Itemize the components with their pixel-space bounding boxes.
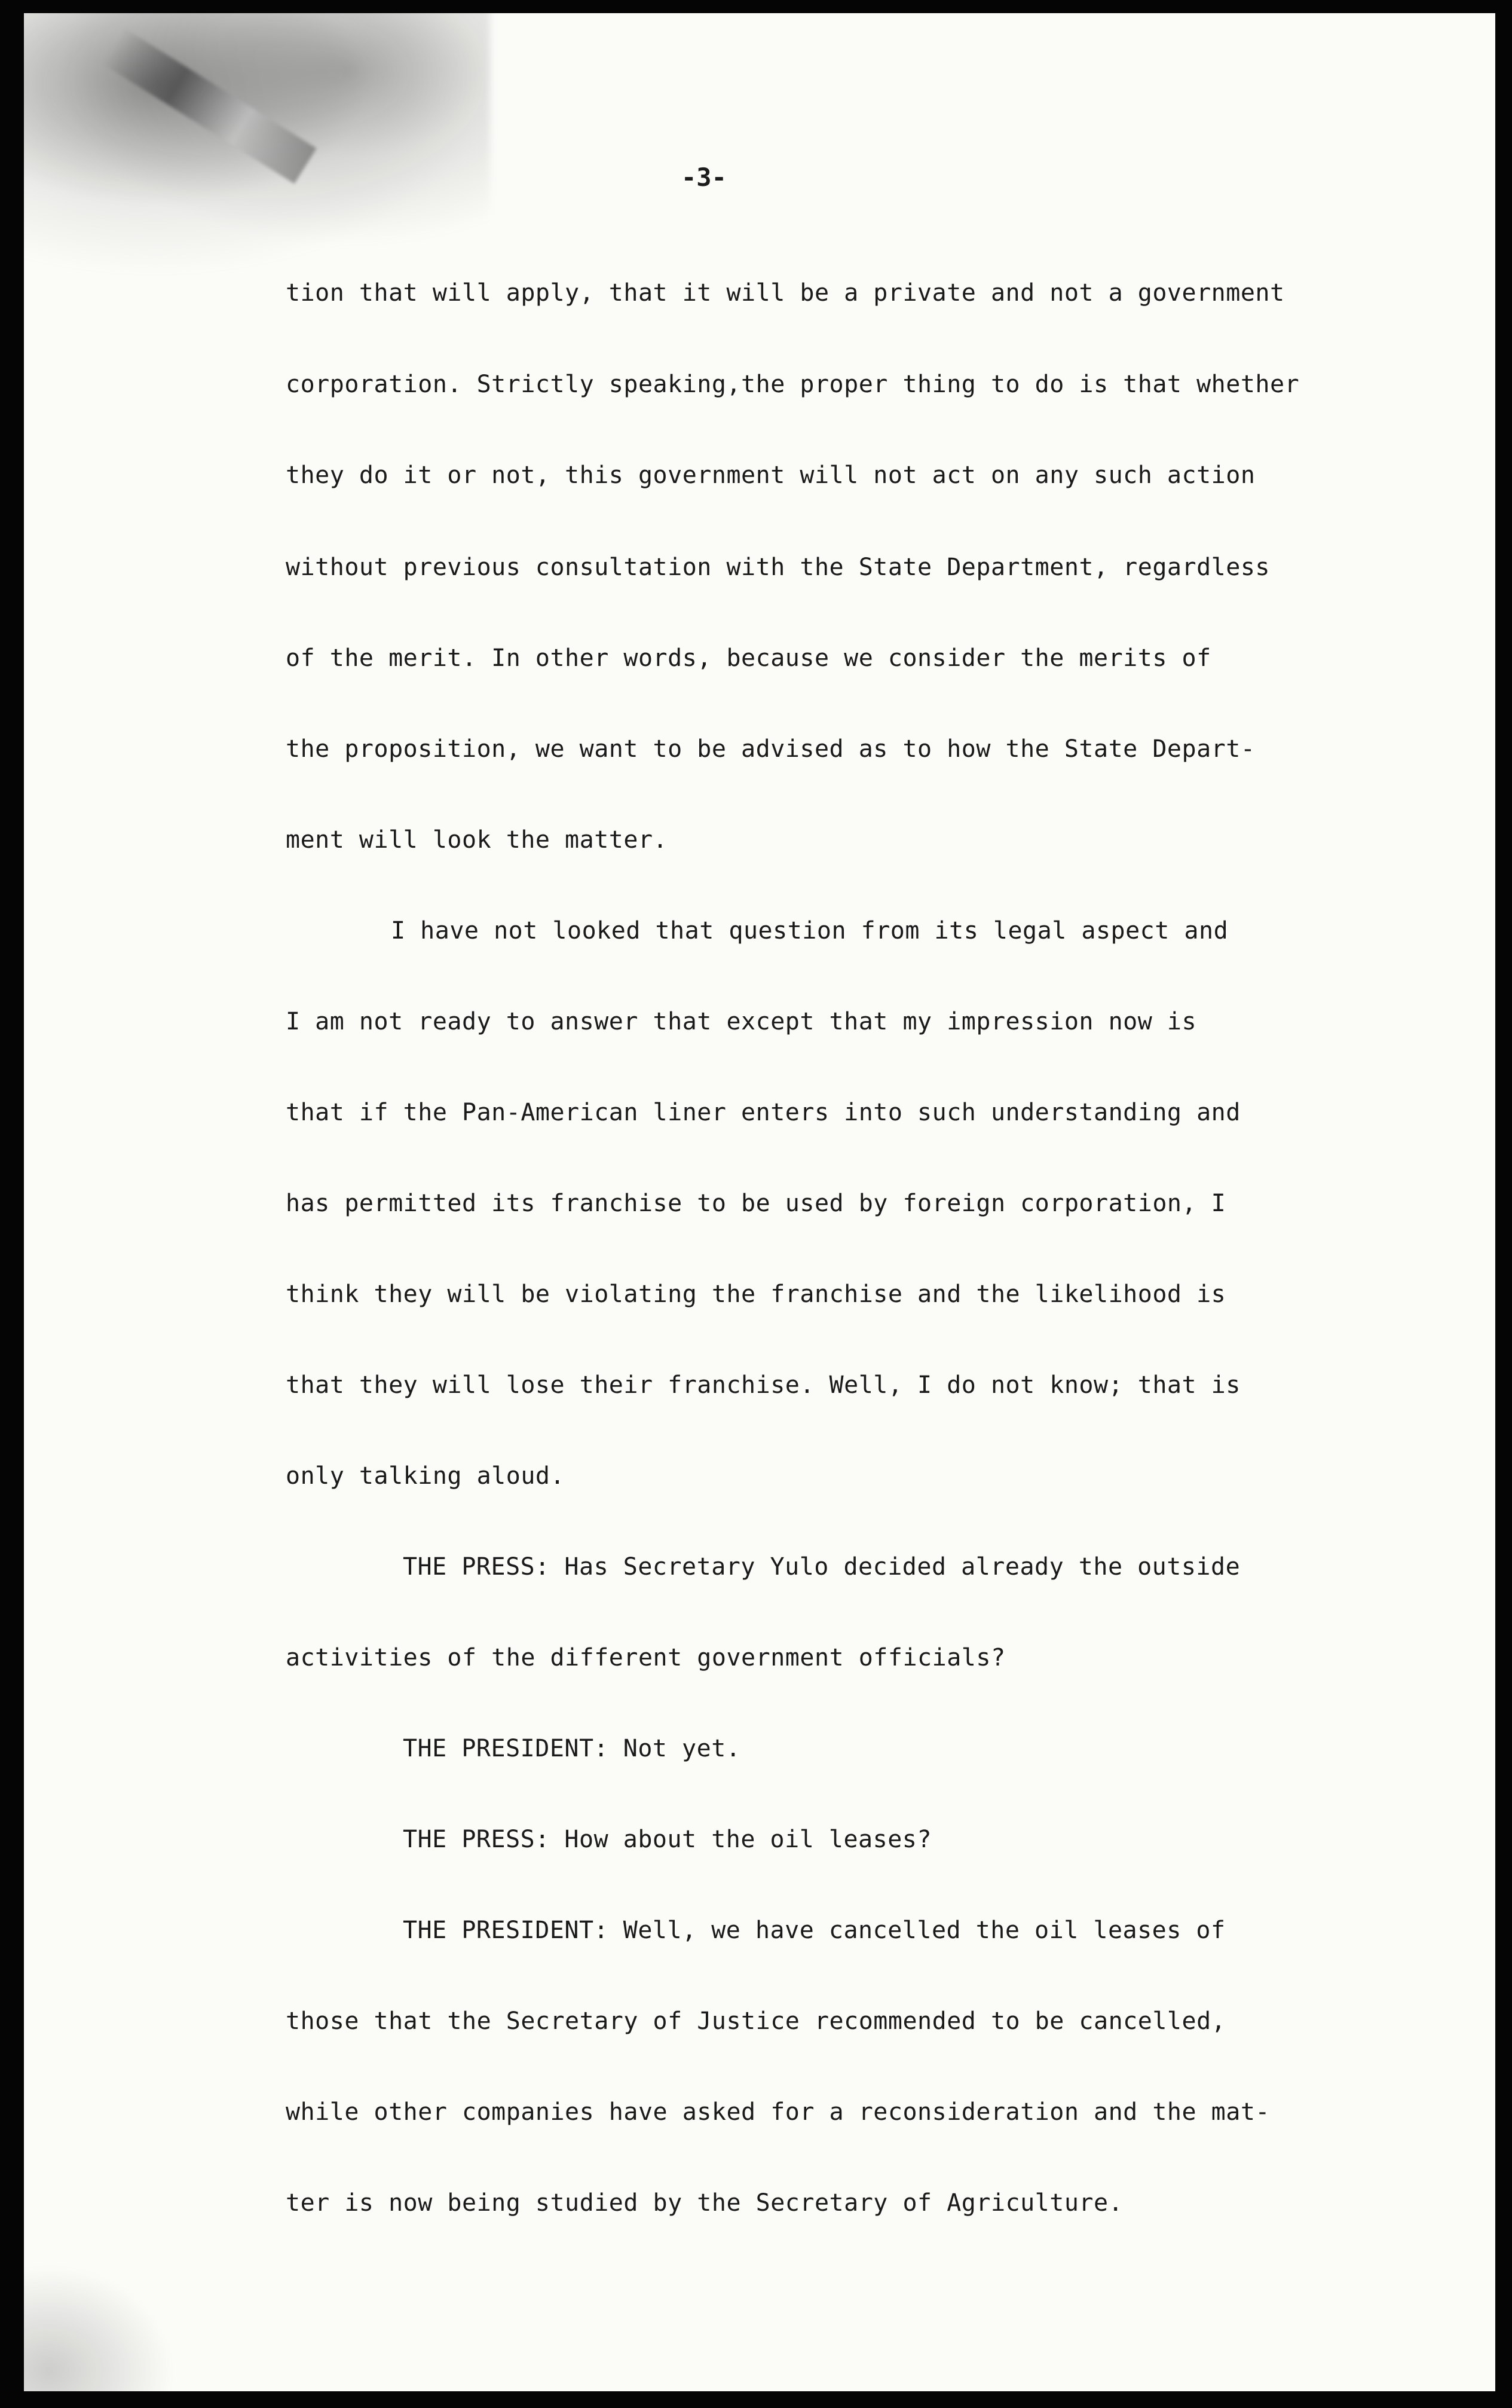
text-line: I have not looked that question from its legal aspect and (391, 917, 1229, 945)
corner-smudge (24, 2266, 173, 2391)
text-line: that if the Pan-American liner enters into such understanding and (286, 1099, 1241, 1126)
text-line: they do it or not, this government will not act on any such action (286, 462, 1256, 489)
text-line: while other companies have asked for a reconsideration and the mat- (286, 2098, 1270, 2126)
text-line: THE PRESIDENT: Not yet. (403, 1735, 741, 1762)
text-line: of the merit. In other words, because we consider the merits of (286, 644, 1211, 672)
text-line: the proposition, we want to be advised as to how the State Depart- (286, 735, 1256, 763)
text-line: that they will lose their franchise. Well, I do not know; that is (286, 1371, 1241, 1399)
text-line: only talking aloud. (286, 1462, 565, 1490)
text-line: I am not ready to answer that except that my impression now is (286, 1008, 1197, 1035)
text-line: without previous consultation with the State Department, regardless (286, 554, 1270, 581)
text-line: activities of the different government officials? (286, 1644, 1006, 1671)
page-number: -3- (681, 163, 727, 192)
document-page (24, 13, 1495, 2391)
text-line: has permitted its franchise to be used by foreign corporation, I (286, 1190, 1226, 1217)
tape-mark (102, 28, 316, 184)
text-line: corporation. Strictly speaking,the proper thing to do is that whether (286, 371, 1300, 398)
text-line: ment will look the matter. (286, 826, 668, 854)
text-line: THE PRESS: How about the oil leases? (403, 1826, 932, 1853)
text-line: THE PRESS: Has Secretary Yulo decided already the outside (403, 1553, 1241, 1581)
text-line: tion that will apply, that it will be a private and not a government (286, 279, 1285, 307)
text-line: THE PRESIDENT: Well, we have cancelled the oil leases of (403, 1917, 1226, 1944)
text-line: ter is now being studied by the Secretary of Agriculture. (286, 2189, 1124, 2217)
text-line: those that the Secretary of Justice recommended to be cancelled, (286, 2007, 1226, 2035)
text-line: think they will be violating the franchise and the likelihood is (286, 1281, 1226, 1308)
water-stain (24, 13, 490, 276)
